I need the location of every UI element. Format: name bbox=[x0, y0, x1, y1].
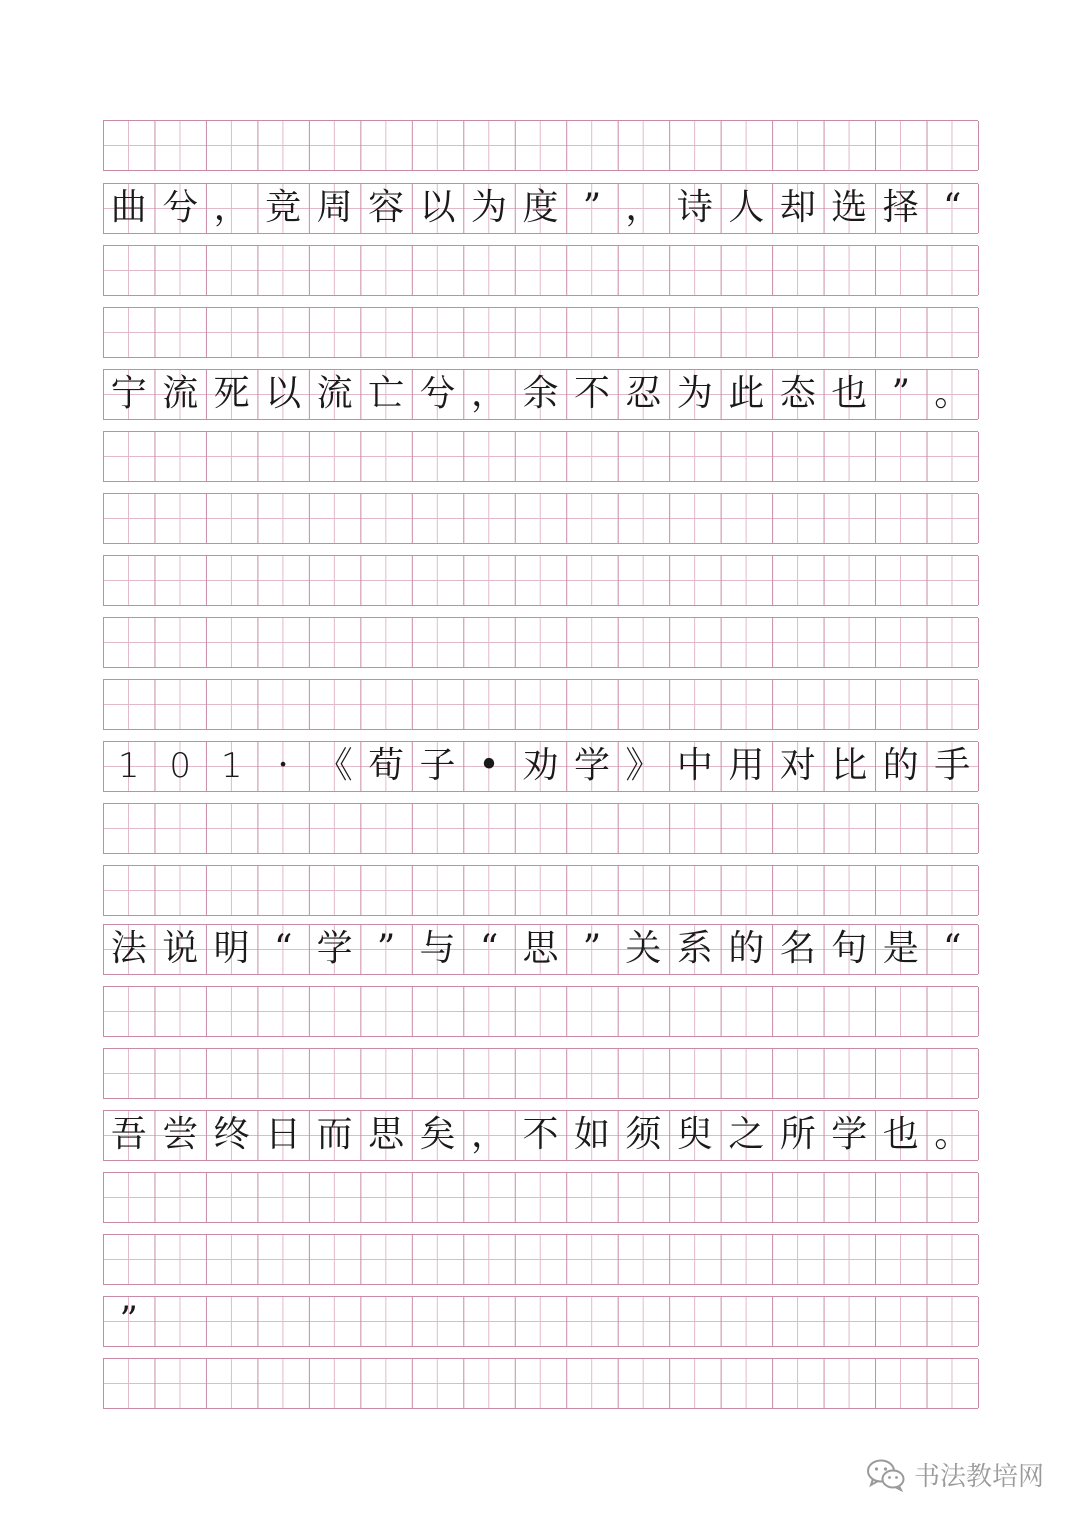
char-cell: 法 bbox=[110, 928, 147, 969]
char-cell: 却 bbox=[779, 187, 816, 228]
char-cell: 是 bbox=[882, 928, 919, 969]
grid-row-blank bbox=[103, 245, 978, 296]
char-cell: 之 bbox=[728, 1114, 765, 1155]
char-cell: • bbox=[478, 745, 500, 786]
watermark bbox=[866, 1456, 1044, 1493]
char-cell: · bbox=[277, 745, 289, 786]
char-cell: 比 bbox=[831, 745, 868, 786]
char-cell: 《 bbox=[316, 745, 353, 786]
char-cell: 系 bbox=[676, 928, 713, 969]
char-cell: 流 bbox=[316, 373, 353, 414]
char-cell: 的 bbox=[882, 745, 919, 786]
grid-row-blank bbox=[103, 555, 978, 606]
char-cell: 明 bbox=[213, 928, 250, 969]
wechat-icon bbox=[866, 1458, 906, 1492]
char-cell: 亡 bbox=[368, 373, 405, 414]
char-cell: “ bbox=[943, 928, 962, 969]
char-cell: 1 bbox=[220, 746, 243, 786]
char-cell: ， bbox=[213, 187, 250, 228]
char-cell: 荀 bbox=[368, 745, 405, 786]
char-cell: ， bbox=[471, 373, 508, 414]
grid-row-blank bbox=[103, 307, 978, 358]
char-cell: 不 bbox=[573, 373, 610, 414]
char-cell: ” bbox=[582, 928, 602, 969]
char-cell: 的 bbox=[728, 928, 765, 969]
char-cell: 。 bbox=[934, 373, 971, 414]
char-cell: 终 bbox=[213, 1114, 250, 1155]
char-cell: 宁 bbox=[110, 373, 147, 414]
text-line-3 bbox=[103, 741, 978, 792]
char-cell: ” bbox=[582, 187, 602, 228]
char-cell: 为 bbox=[676, 373, 713, 414]
char-cell: 吾 bbox=[110, 1114, 147, 1155]
char-cell: 而 bbox=[316, 1114, 353, 1155]
char-cell: 关 bbox=[625, 928, 662, 969]
char-cell: 对 bbox=[779, 745, 816, 786]
char-cell: 说 bbox=[162, 928, 199, 969]
char-cell: ， bbox=[471, 1114, 508, 1155]
char-cell: 择 bbox=[882, 187, 919, 228]
char-cell: 忍 bbox=[625, 373, 662, 414]
char-cell: “ bbox=[273, 928, 293, 969]
watermark-text: 书法教培网 bbox=[913, 1462, 1044, 1492]
char-cell: 周 bbox=[316, 187, 353, 228]
char-cell: 也 bbox=[831, 373, 868, 414]
char-cell: 名 bbox=[779, 928, 816, 969]
grid-row-blank bbox=[103, 1172, 978, 1223]
char-cell: 诗 bbox=[676, 187, 713, 228]
grid-row-blank bbox=[103, 1234, 978, 1285]
char-cell: 所 bbox=[779, 1114, 816, 1155]
char-cell: 余 bbox=[522, 373, 559, 414]
grid-row-blank bbox=[103, 431, 978, 482]
grid-row-blank bbox=[103, 120, 978, 171]
char-cell: 劝 bbox=[522, 745, 559, 786]
text-line-4 bbox=[103, 924, 978, 975]
char-cell: 度 bbox=[522, 187, 559, 228]
grid-row-blank bbox=[103, 679, 978, 730]
char-cell: 思 bbox=[368, 1114, 405, 1155]
char-cell: 也 bbox=[882, 1114, 919, 1155]
char-cell: 尝 bbox=[162, 1114, 199, 1155]
char-cell: 选 bbox=[831, 187, 868, 228]
char-cell: 》 bbox=[625, 745, 662, 786]
char-cell: 学 bbox=[573, 745, 610, 786]
char-cell: 须 bbox=[625, 1114, 662, 1155]
char-cell: 为 bbox=[471, 187, 508, 228]
char-cell: “ bbox=[479, 928, 499, 969]
char-cell: 学 bbox=[831, 1114, 868, 1155]
char-cell: 兮 bbox=[419, 373, 456, 414]
char-cell: 思 bbox=[522, 928, 559, 969]
char-cell: 臾 bbox=[676, 1114, 713, 1155]
char-cell: 用 bbox=[728, 745, 765, 786]
char-cell: “ bbox=[943, 187, 962, 228]
char-cell: 兮 bbox=[162, 187, 199, 228]
char-cell: 死 bbox=[213, 373, 250, 414]
grid-row-blank bbox=[103, 803, 978, 854]
grid-row-blank bbox=[103, 1358, 978, 1409]
char-cell: 此 bbox=[728, 373, 765, 414]
char-cell: ” bbox=[119, 1300, 138, 1341]
char-cell: ， bbox=[625, 187, 662, 228]
char-cell: 以 bbox=[265, 373, 302, 414]
text-line-5 bbox=[103, 1110, 978, 1161]
text-line-2 bbox=[103, 369, 978, 420]
grid-row-blank bbox=[103, 617, 978, 668]
text-line-1 bbox=[103, 183, 978, 234]
char-cell: 0 bbox=[169, 746, 192, 786]
char-cell: 竞 bbox=[265, 187, 302, 228]
grid-row-blank bbox=[103, 1048, 978, 1099]
char-cell: 手 bbox=[934, 745, 971, 786]
char-cell: 矣 bbox=[419, 1114, 456, 1155]
grid-row-blank bbox=[103, 493, 978, 544]
char-cell: 以 bbox=[419, 187, 456, 228]
char-cell: 人 bbox=[728, 187, 765, 228]
char-cell: 曲 bbox=[110, 187, 147, 228]
char-cell: 流 bbox=[162, 373, 199, 414]
char-cell: 容 bbox=[368, 187, 405, 228]
grid-row-blank bbox=[103, 865, 978, 916]
char-cell: 与 bbox=[419, 928, 456, 969]
grid-row-blank bbox=[103, 986, 978, 1037]
char-cell: 如 bbox=[573, 1114, 610, 1155]
char-cell: 日 bbox=[265, 1114, 302, 1155]
char-cell: ” bbox=[376, 928, 396, 969]
char-cell: 。 bbox=[934, 1114, 971, 1155]
char-cell: 学 bbox=[316, 928, 353, 969]
char-cell: 1 bbox=[117, 746, 140, 786]
char-cell: 不 bbox=[522, 1114, 559, 1155]
char-cell: 中 bbox=[676, 745, 713, 786]
char-cell: ” bbox=[891, 373, 910, 414]
char-cell: 态 bbox=[779, 373, 816, 414]
char-cell: 句 bbox=[831, 928, 868, 969]
char-cell: 子 bbox=[419, 745, 456, 786]
text-line-6 bbox=[103, 1296, 978, 1347]
